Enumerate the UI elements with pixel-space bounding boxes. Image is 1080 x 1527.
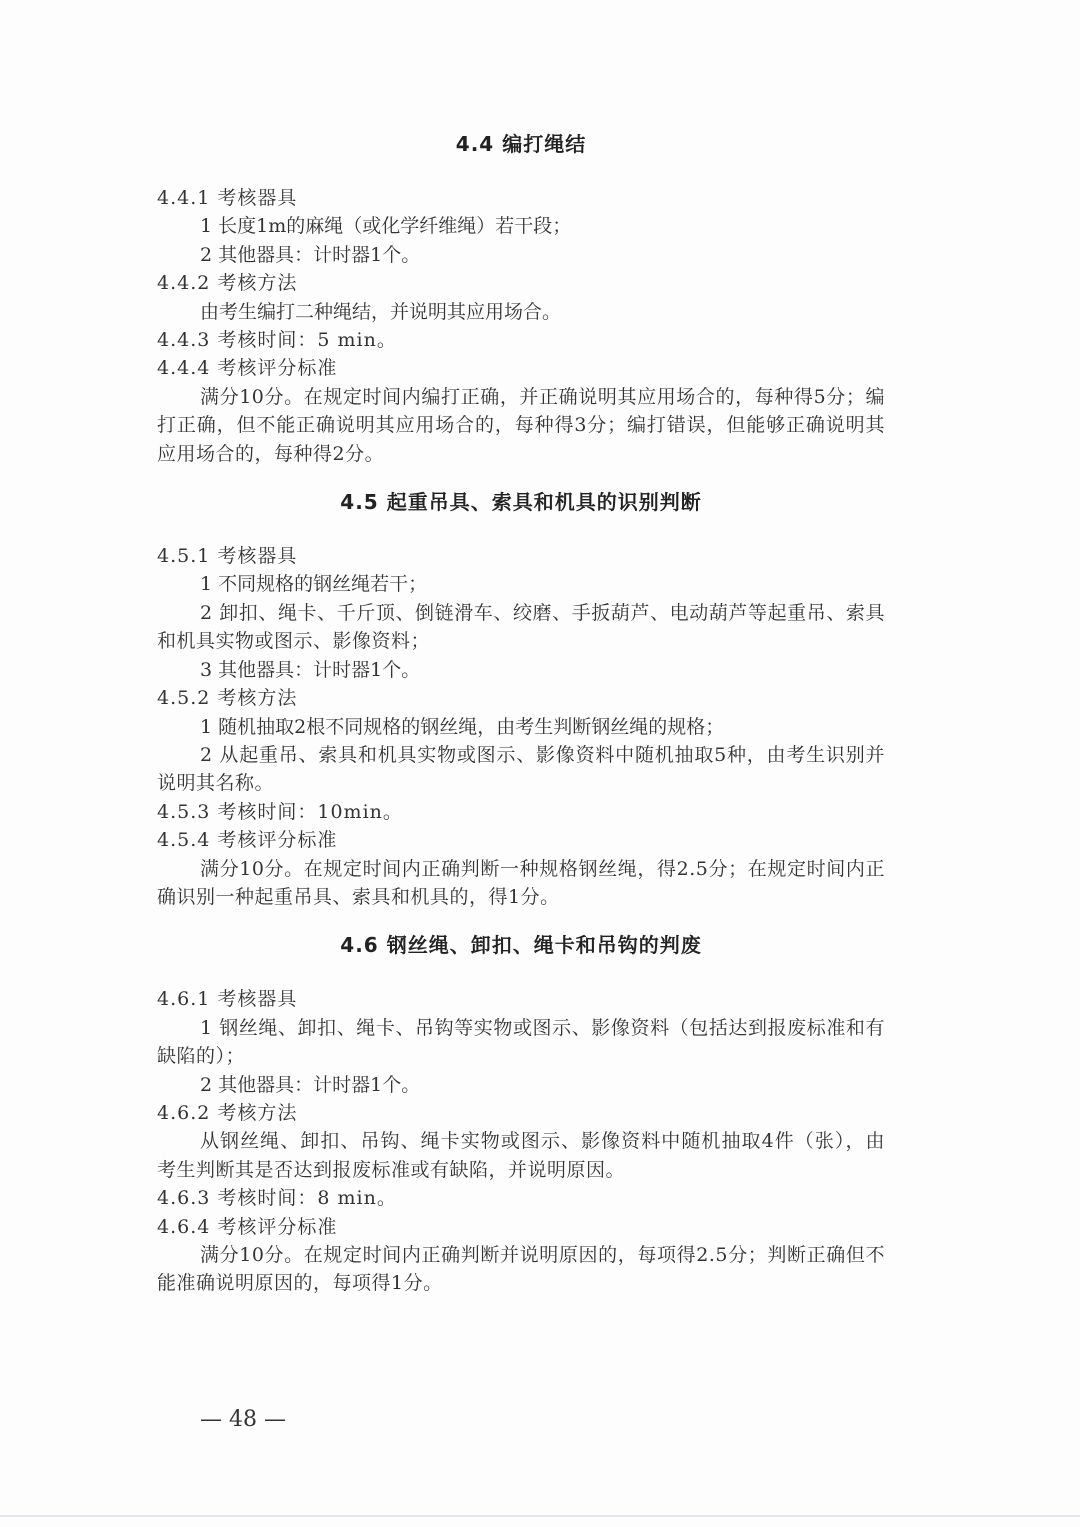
paragraph: 满分10分。在规定时间内正确判断并说明原因的，每项得2.5分；判断正确但不能准确说明原因的，每项得1分。 <box>157 1244 885 1295</box>
section-heading-4-5: 4.5 起重吊具、索具和机具的识别判断 <box>340 490 702 515</box>
subsection-heading: 4.4.4 考核评分标准 <box>157 357 338 380</box>
paragraph: 满分10分。在规定时间内正确判断一种规格钢丝绳，得2.5分；在规定时间内正确识别一种起重吊具、索具和机具的，得1分。 <box>157 857 885 908</box>
subsection-heading: 4.6.2 考核方法 <box>157 1101 298 1124</box>
list-item: 1 长度1m的麻绳（或化学纤维绳）若干段； <box>200 215 572 238</box>
list-item: 2 其他器具：计时器1个。 <box>200 243 421 266</box>
subsection-heading: 4.5.4 考核评分标准 <box>157 829 338 852</box>
list-item: 3 其他器具：计时器1个。 <box>200 658 421 681</box>
subsection-heading: 4.4.3 考核时间：5 min。 <box>157 329 397 352</box>
list-item: 2 其他器具：计时器1个。 <box>200 1073 421 1096</box>
subsection-heading: 4.5.1 考核器具 <box>157 545 298 568</box>
section-heading-4-6: 4.6 钢丝绳、卸扣、绳卡和吊钩的判废 <box>340 933 702 958</box>
list-item: 1 不同规格的钢丝绳若干； <box>200 573 428 596</box>
subsection-heading: 4.4.2 考核方法 <box>157 272 298 295</box>
list-item: 1 随机抽取2根不同规格的钢丝绳，由考生判断钢丝绳的规格； <box>200 715 725 738</box>
list-item: 1 钢丝绳、卸扣、绳卡、吊钩等实物或图示、影像资料（包括达到报废标准和有缺陷的）； <box>157 1016 885 1068</box>
subsection-heading: 4.5.3 考核时间：10min。 <box>157 800 403 823</box>
list-item: 2 卸扣、绳卡、千斤顶、倒链滑车、绞磨、手扳葫芦、电动葫芦等起重吊、索具和机具实物或图示、影像资料； <box>157 601 885 653</box>
subsection-heading: 4.6.3 考核时间：8 min。 <box>157 1187 397 1210</box>
paragraph: 满分10分。在规定时间内编打正确，并正确说明其应用场合的，每种得5分；编打正确，但不能正确说明其应用场合的，每种得3分；编打错误，但能够正确说明其应用场合的，每种得2分。 <box>157 385 885 465</box>
subsection-heading: 4.4.1 考核器具 <box>157 187 298 209</box>
paragraph: 从钢丝绳、卸扣、吊钩、绳卡实物或图示、影像资料中随机抽取4件（张），由考生判断其是否达到报废标准或有缺陷，并说明原因。 <box>157 1130 885 1181</box>
section-heading-4-4: 4.4 编打绳结 <box>455 132 587 156</box>
subsection-heading: 4.6.4 考核评分标准 <box>157 1215 338 1238</box>
subsection-heading: 4.5.2 考核方法 <box>157 687 298 710</box>
list-item: 2 从起重吊、索具和机具实物或图示、影像资料中随机抽取5种，由考生识别并说明其名称。 <box>157 743 885 795</box>
subsection-heading: 4.6.1 考核器具 <box>157 988 298 1011</box>
document-body <box>157 128 885 1298</box>
paragraph: 由考生编打二种绳结，并说明其应用场合。 <box>200 300 562 323</box>
page-number: — 48 — <box>200 1407 286 1432</box>
bottom-divider <box>0 1515 1080 1517</box>
